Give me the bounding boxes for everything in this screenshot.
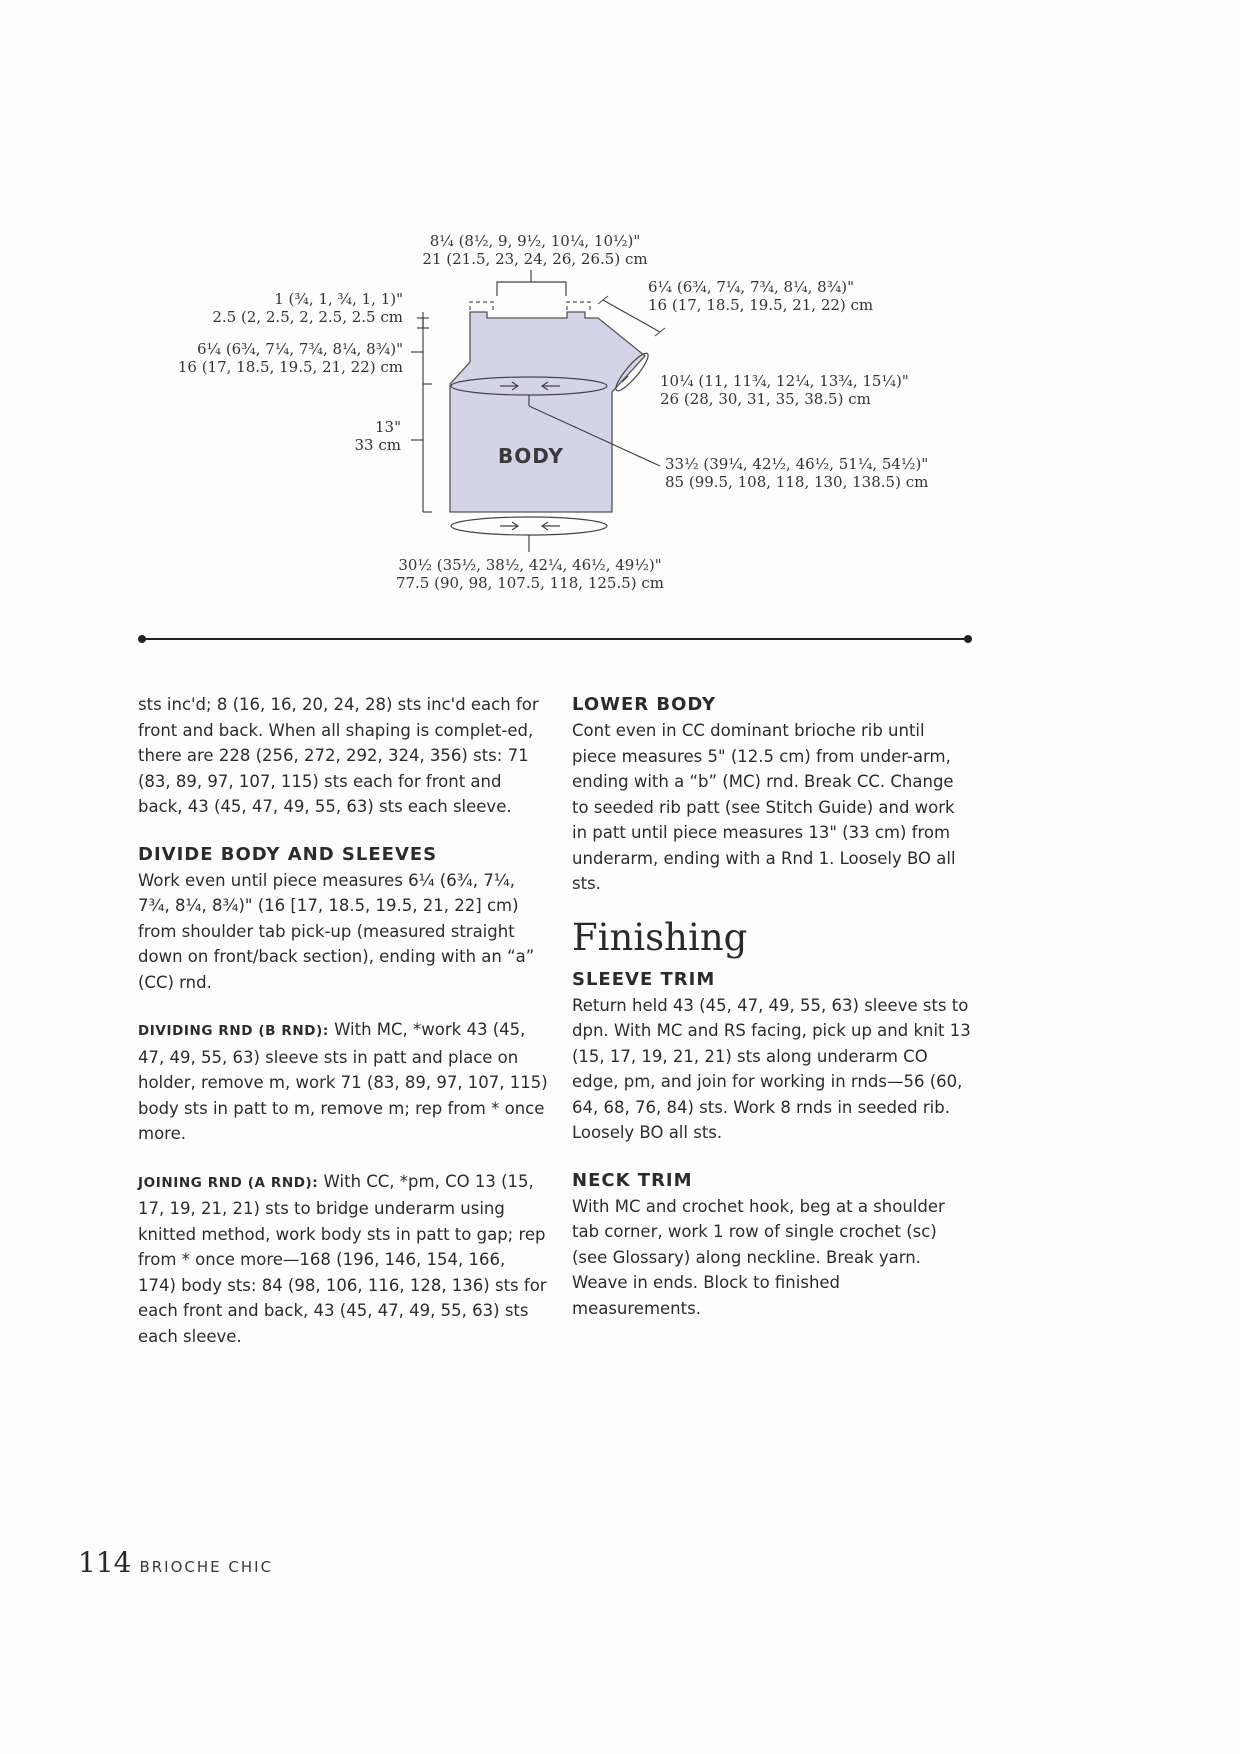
sleeve-top-dimension — [648, 278, 873, 314]
garment-schematic — [0, 0, 1240, 620]
dividing-rnd-paragraph — [138, 1017, 548, 1147]
page-number: 114 — [78, 1546, 132, 1579]
joining-rnd-label: JOINING RND (A RND): — [138, 1174, 319, 1191]
sleeve-trim-paragraph: Return held 43 (45, 47, 49, 55, 63) sleeve sts to dpn. With MC and RS facing, pick up and knit 13 (15, 17, 19, 21, 21) sts along underarm CO edge, pm, and join for working in rnds—56 (60, 64, 68, 76, 84) sts. Work 8 rnds in seeded rib. Loosely BO all sts. — [572, 995, 971, 1142]
book-title: BRIOCHE CHIC — [139, 1558, 274, 1576]
sleeve-top-cm: 16 (17, 18.5, 19.5, 21, 22) cm — [648, 296, 874, 314]
rule-end-right — [964, 635, 972, 643]
shoulder-tab-left — [470, 302, 493, 310]
upper-arm-dimension — [660, 372, 909, 408]
sleeve-trim-heading: SLEEVE TRIM — [572, 968, 716, 990]
chest-cm: 85 (99.5, 108, 118, 130, 138.5) cm — [665, 473, 929, 491]
neck-trim-paragraph: With MC and crochet hook, beg at a shoulder tab corner, work 1 row of single crochet (sc) (see Glossary) along neckline. Break yarn. Weave in ends. Block to finished measurements. — [572, 1196, 945, 1318]
yoke-depth-inches: 6¼ (6¾, 7¼, 7¾, 8¼, 8¾)" — [196, 340, 403, 358]
shoulder-tab-dimension — [150, 290, 403, 326]
body-length-cm: 33 cm — [354, 436, 401, 454]
sleeve-top-inches: 6¼ (6¾, 7¼, 7¾, 8¼, 8¾)" — [648, 278, 855, 296]
body-label: BODY — [498, 444, 564, 468]
divide-body-heading: DIVIDE BODY AND SLEEVES — [138, 843, 438, 865]
yoke-depth-cm: 16 (17, 18.5, 19.5, 21, 22) cm — [177, 358, 403, 376]
rule-end-left — [138, 635, 146, 643]
left-text-column — [138, 692, 548, 1349]
finishing-title: Finishing — [572, 915, 748, 959]
right-text-column — [572, 692, 972, 1321]
body-length-dimension — [300, 418, 401, 454]
chest-dimension — [665, 455, 928, 491]
neck-trim-heading: NECK TRIM — [572, 1169, 693, 1191]
hem-cm: 77.5 (90, 98, 107.5, 118, 125.5) cm — [395, 574, 665, 592]
lower-body-heading: LOWER BODY — [572, 694, 717, 715]
upper-arm-cm: 26 (28, 30, 31, 35, 38.5) cm — [660, 390, 871, 408]
dividing-rnd-text: With MC, *work 43 (45, 47, 49, 55, 63) sleeve sts in patt and place on holder, remove m, work 71 (83, 89, 97, 107, 115) body sts in patt to m, remove m; rep from * once more. — [138, 1020, 548, 1143]
body-length-inches: 13" — [375, 418, 401, 436]
divide-body-paragraph: Work even until piece measures 6¼ (6¾, 7¼, 7¾, 8¼, 8¾)" (16 [17, 18.5, 19.5, 21, 22] cm) from shoulder tab pick-up (measured straight down on front/back section), ending with an “a” (CC) rnd. — [138, 870, 535, 992]
hem-dimension — [380, 556, 680, 592]
neck-width-bracket — [497, 282, 566, 296]
dividing-rnd-label: DIVIDING RND (B RND): — [138, 1023, 329, 1039]
shoulder-tab-inches: 1 (¾, 1, ¾, 1, 1)" — [274, 290, 403, 308]
garment-outline — [450, 312, 645, 512]
section-rule — [140, 638, 970, 640]
upper-arm-inches: 10¼ (11, 11¾, 12¼, 13¾, 15¼)" — [660, 372, 909, 390]
hem-inches: 30½ (35½, 38½, 42¼, 46½, 49½)" — [398, 556, 662, 574]
joining-rnd-paragraph — [138, 1169, 548, 1350]
shoulder-tab-cm: 2.5 (2, 2.5, 2, 2.5, 2.5 cm — [212, 308, 403, 326]
chest-inches: 33½ (39¼, 42½, 46½, 51¼, 54½)" — [665, 455, 929, 473]
page-footer — [78, 1546, 273, 1579]
neck-width-dimension — [400, 232, 670, 268]
hem-ellipse — [451, 517, 607, 535]
yoke-depth-dimension — [150, 340, 403, 376]
joining-rnd-text: With CC, *pm, CO 13 (15, 17, 19, 21, 21) sts to bridge underarm using knitted method, work body sts in patt to gap; rep from * once more—168 (196, 146, 154, 166, 174) body sts: 84 (98, 106, 116, 128, 136) sts for each front and back, 43 (45, 47, 49, 55, 63) sts each sleeve. — [138, 1171, 547, 1346]
neck-width-cm: 21 (21.5, 23, 24, 26, 26.5) cm — [422, 250, 648, 268]
neck-width-inches: 8¼ (8½, 9, 9½, 10¼, 10½)" — [429, 232, 641, 250]
intro-paragraph: sts inc'd; 8 (16, 16, 20, 24, 28) sts inc'd each for front and back. When all shaping is complet-ed, there are 228 (256, 272, 292, 324, 356) sts: 71 (83, 89, 97, 107, 115) sts each for front and back, 43 (45, 47, 49, 55, 63) sts each sleeve. — [138, 695, 539, 816]
lower-body-paragraph: Cont even in CC dominant brioche rib until piece measures 5" (12.5 cm) from under-arm, ending with a “b” (MC) rnd. Break CC. Change to seeded rib patt (see Stitch Guide) and work in patt until piece measures 13" (33 cm) from underarm, ending with a Rnd 1. Loosely BO all sts. — [572, 721, 956, 893]
shoulder-tab-right — [567, 302, 590, 310]
